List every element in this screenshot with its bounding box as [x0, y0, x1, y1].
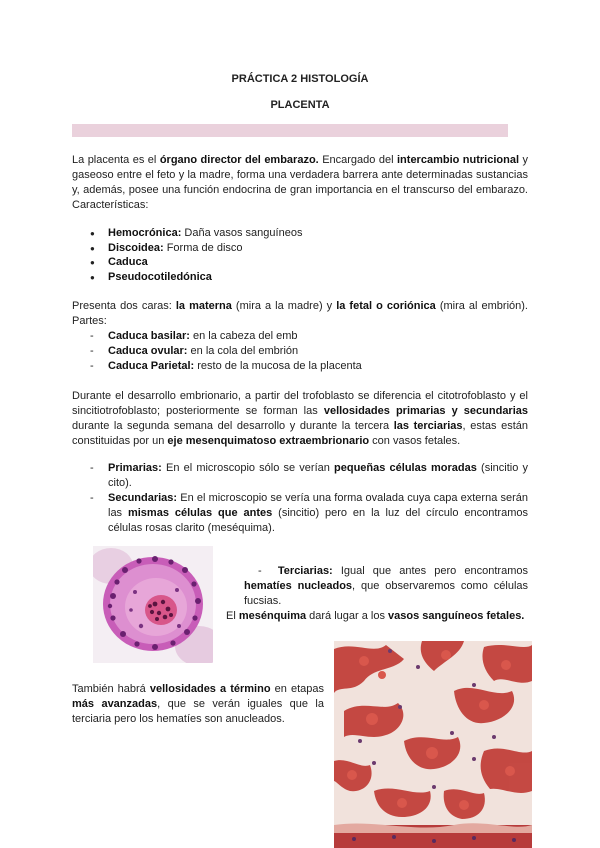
- list-item: ● Discoidea: Forma de disco: [90, 241, 490, 256]
- list-item: ● Caduca: [90, 255, 490, 270]
- list-item: ● Hemocrónica: Daña vasos sanguíneos: [90, 226, 490, 241]
- list-item: - Secundarias: En el microscopio se vería una forma ovalada cuya capa externa serán las mismas células que antes (sincitio) pero en la luz del círculo encontramos células rosas clarito (meséquima).: [90, 491, 528, 536]
- list-item: - Primarias: En el microscopio sólo se verían pequeñas células moradas (sincitio y cito).: [90, 461, 528, 491]
- section-divider-bar: [72, 124, 508, 137]
- villi-list: [90, 461, 528, 536]
- practice-title: PRÁCTICA 2 HISTOLOGÍA: [231, 73, 369, 85]
- mesenchyme-line: El mesénquima dará lugar a los vasos sanguíneos fetales.: [226, 610, 525, 622]
- tertiary-item: - Terciarias: Igual que antes pero encontramos hematíes nucleados, que observaremos como células fucsias.: [244, 565, 528, 607]
- term-villi-micrograph: [334, 641, 532, 848]
- list-item: - Caduca ovular: en la cola del embrión: [90, 344, 510, 359]
- tertiary-villus-micrograph: [93, 546, 213, 663]
- faces-paragraph: Presenta dos caras: la materna (mira a la madre) y la fetal o coriónica (mira al embrión). Partes:: [72, 300, 528, 327]
- section-title: PLACENTA: [270, 99, 330, 111]
- parts-section: [90, 329, 510, 374]
- list-item: ● Pseudocotiledónica: [90, 270, 490, 285]
- list-item: - Caduca Parietal: resto de la mucosa de la placenta: [90, 359, 510, 374]
- development-paragraph: Durante el desarrollo embrionario, a partir del trofoblasto se diferencia el citotrofoblasto y el sincitiotrofoblasto; posteriormente se forman las vellosidades primarias y secundarias durante la segunda semana del desarrollo y durante la tercera las terciarias, estas están constituidas por un eje mesenquimatoso extraembrionario con vasos fetales.: [72, 390, 529, 447]
- villi-section: [90, 461, 528, 536]
- parts-list: [90, 329, 510, 374]
- term-villi-paragraph: También habrá vellosidades a término en etapas más avanzadas, que se verán iguales que la terciaria pero los hematíes son anucleados.: [72, 683, 324, 725]
- list-item: - Caduca basilar: en la cabeza del emb: [90, 329, 510, 344]
- characteristics-list: [90, 226, 490, 284]
- intro-paragraph: La placenta es el órgano director del embarazo. Encargado del intercambio nutricional y gaseoso entre el feto y la madre, forma una verdadera barrera ante determinadas sustancias y, además, posee una función endocrina de gran importancia en el transcurso del embarazo. Características:: [72, 154, 528, 211]
- tertiary-section: [244, 564, 528, 609]
